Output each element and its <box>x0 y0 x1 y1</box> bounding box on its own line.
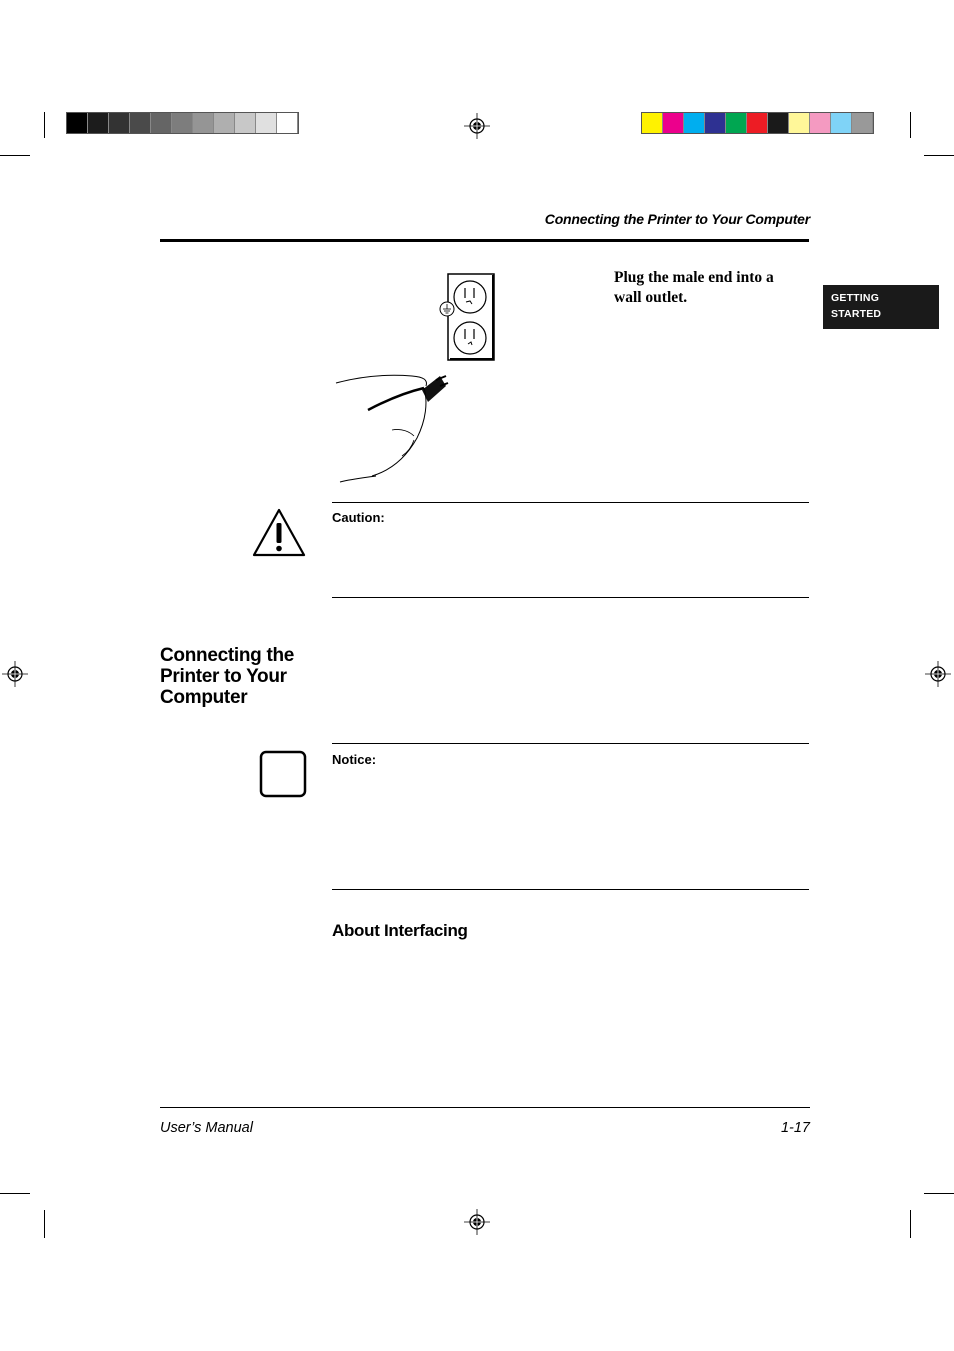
crop-mark <box>910 1210 911 1238</box>
crop-mark <box>44 112 45 138</box>
color-swatch <box>789 113 810 133</box>
gray-color-bar <box>66 112 299 134</box>
caution-bottom-rule <box>332 597 809 598</box>
footer-manual-title: User’s Manual <box>160 1120 253 1136</box>
figure-caption: Plug the male end into a wall outlet. <box>614 269 774 306</box>
registration-mark-icon <box>464 1209 490 1235</box>
color-swatch <box>642 113 663 133</box>
process-color-bar <box>641 112 874 134</box>
color-swatch <box>768 113 789 133</box>
color-swatch <box>172 113 193 133</box>
caution-top-rule <box>332 502 809 503</box>
header-rule <box>160 239 809 242</box>
color-swatch <box>852 113 873 133</box>
color-swatch <box>256 113 277 133</box>
color-swatch <box>151 113 172 133</box>
chapter-tab-line2: STARTED <box>831 308 882 320</box>
color-swatch <box>67 113 88 133</box>
warning-triangle-icon <box>252 507 306 557</box>
color-swatch <box>705 113 726 133</box>
color-swatch <box>747 113 768 133</box>
crop-mark <box>924 1193 954 1194</box>
color-swatch <box>810 113 831 133</box>
plug-into-outlet-illustration <box>332 270 502 485</box>
notice-box-icon <box>259 750 307 798</box>
page-number: 1-17 <box>780 1120 810 1136</box>
color-swatch <box>831 113 852 133</box>
color-swatch <box>130 113 151 133</box>
color-swatch <box>726 113 747 133</box>
color-swatch <box>235 113 256 133</box>
notice-top-rule <box>332 743 809 744</box>
section-title: Connecting the Printer to Your Computer <box>160 645 295 708</box>
color-swatch <box>193 113 214 133</box>
notice-bottom-rule <box>332 889 809 890</box>
color-swatch <box>663 113 684 133</box>
crop-mark <box>910 112 911 138</box>
color-swatch <box>109 113 130 133</box>
chapter-tab <box>823 285 939 329</box>
notice-label: Notice: <box>332 752 377 767</box>
crop-mark <box>0 1193 30 1194</box>
color-swatch <box>88 113 109 133</box>
color-swatch <box>277 113 298 133</box>
crop-mark <box>0 155 30 156</box>
crop-mark <box>44 1210 45 1238</box>
caution-label: Caution: <box>332 510 385 525</box>
registration-mark-icon <box>925 661 951 687</box>
crop-mark <box>924 155 954 156</box>
subsection-title: About Interfacing <box>332 921 468 940</box>
registration-mark-icon <box>2 661 28 687</box>
running-head: Connecting the Printer to Your Computer <box>544 211 810 227</box>
chapter-tab-line1: GETTING <box>831 292 880 304</box>
registration-mark-icon <box>464 113 490 139</box>
color-swatch <box>684 113 705 133</box>
color-swatch <box>214 113 235 133</box>
footer-rule <box>160 1107 810 1108</box>
